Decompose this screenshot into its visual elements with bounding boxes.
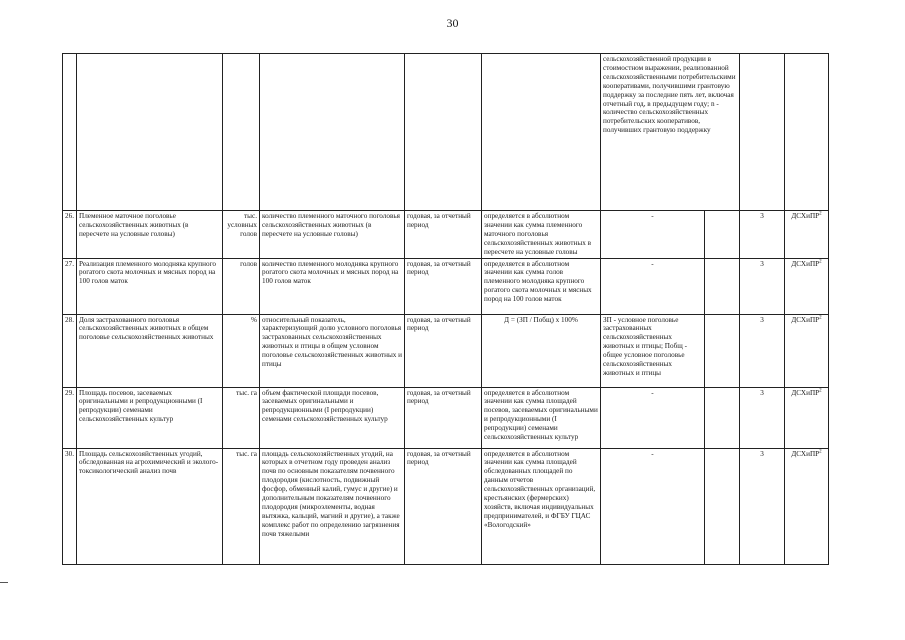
- cell-source-text: ДСХиПР: [791, 212, 820, 220]
- cell-period-text: годовая, за отчетный период: [407, 259, 471, 277]
- cell-source-text: ДСХиПР: [791, 315, 820, 324]
- cell-num-text: 29.: [65, 388, 74, 397]
- cell-notes: [705, 258, 740, 314]
- table-row: [63, 258, 829, 314]
- cell-num: [63, 448, 77, 564]
- cell-definition: [260, 258, 405, 314]
- margin-mark: [0, 582, 8, 583]
- cell-method: [482, 314, 601, 387]
- source-footnote-mark: 2: [819, 388, 822, 394]
- cell-period: [405, 448, 482, 564]
- cell-num: [63, 211, 77, 259]
- cell-unit: [223, 448, 260, 564]
- table-row: [63, 211, 829, 259]
- cell-code: [740, 211, 785, 259]
- cell-unit: [223, 387, 260, 448]
- cell-code-text: 3: [760, 388, 764, 397]
- cell-definition: [260, 211, 405, 259]
- cell-period-text: годовая, за отчетный период: [407, 315, 471, 333]
- cell-code-text: 3: [760, 315, 764, 324]
- cell-num: [63, 314, 77, 387]
- cell-period: [405, 211, 482, 259]
- cell-code-text: 3: [760, 259, 764, 268]
- cell-name: [77, 448, 223, 564]
- cell-period-text: годовая, за отчетный период: [407, 388, 471, 406]
- cell-code-text: 3: [760, 449, 764, 458]
- cell-period: [405, 54, 482, 211]
- cell-source: [785, 314, 829, 387]
- cell-definition-text: площадь сельскохозяйственных угодий, на которых в отчетном году проведен анализ почв по основным показателям почвенного плодородия (кислотность, подвижный фосфор, обменный калий, гумус и другие) и дополнительным показателям почвенного плодородия (микроэлементы, водная вытяжка, кальций, магний и другие), а также комплекс работ по определению загрязнения почв тяжелыми: [262, 449, 400, 538]
- cell-method-text: определяется в абсолютном значении как сумма племенного маточного поголовья сельскохозяйственных животных в пересчете на условные головы: [484, 212, 592, 256]
- cell-method-text: определяется в абсолютном значении как сумма голов племенного молодняка крупного рогатого скота молочных и мясных пород на 100 голов маток: [484, 259, 592, 304]
- cell-name: [77, 258, 223, 314]
- cell-name-text: Реализация племенного молодняка крупного рогатого скота молочных и мясных пород на 100 голов маток: [79, 259, 216, 286]
- cell-num: [63, 258, 77, 314]
- cell-code: [740, 314, 785, 387]
- cell-period: [405, 314, 482, 387]
- cell-code: [740, 258, 785, 314]
- cell-notes: [705, 314, 740, 387]
- cell-name: [77, 211, 223, 259]
- cell-source-text: ДСХиПР: [791, 449, 820, 458]
- cell-code-text: 3: [760, 212, 764, 220]
- cell-formula-text: -: [651, 259, 654, 268]
- cell-period-text: годовая, за отчетный период: [407, 449, 471, 467]
- cell-source: [785, 54, 829, 211]
- cell-formula-text: -: [651, 212, 654, 220]
- cell-notes: [705, 448, 740, 564]
- cell-definition: [260, 314, 405, 387]
- cell-unit: [223, 211, 260, 259]
- cell-definition-text: количество племенного молодняка крупного рогатого скота молочных и мясных пород на 100 голов маток: [262, 259, 399, 286]
- cell-method: [482, 448, 601, 564]
- cell-num-text: 30.: [65, 449, 74, 458]
- cell-num-text: 26.: [65, 212, 74, 220]
- table-row: [63, 448, 829, 564]
- cell-source: [785, 211, 829, 259]
- cell-period: [405, 387, 482, 448]
- cell-method: [482, 211, 601, 259]
- cell-formula: [601, 211, 705, 259]
- cell-name: [77, 387, 223, 448]
- cell-name-text: Площадь сельскохозяйственных угодий, обследованная на агрохимический и эколого-токсикологический анализ почв: [79, 449, 219, 476]
- cell-source: [785, 387, 829, 448]
- cell-formula: [601, 387, 705, 448]
- cell-unit: [223, 258, 260, 314]
- cell-source-text: ДСХиПР: [791, 259, 820, 268]
- cell-code: [740, 54, 785, 211]
- cell-unit-text: тыс. условных голов: [227, 212, 257, 238]
- cell-method: [482, 54, 601, 211]
- page-number: 30: [446, 16, 459, 30]
- cell-formula: [601, 314, 705, 387]
- cell-source: [785, 258, 829, 314]
- cell-code: [740, 387, 785, 448]
- cell-definition-text: объем фактической площади посевов, засеваемых оригинальными и репродукционными (I репродукции) семенами сельскохозяйственных культур: [262, 388, 388, 424]
- cell-unit: [223, 54, 260, 211]
- indicators-table: [62, 53, 829, 565]
- cell-notes: [705, 387, 740, 448]
- cell-name: [77, 54, 223, 211]
- cell-formula: [601, 448, 705, 564]
- cell-name-text: Площадь посевов, засеваемых оригинальными и репродукционными (I репродукции) семенами сельскохозяйственных культур: [79, 388, 203, 424]
- table-row-continuation: [63, 54, 829, 211]
- cell-formula: [601, 258, 705, 314]
- cell-definition: [260, 387, 405, 448]
- cell-notes: [705, 211, 740, 259]
- cell-formula-text: -: [651, 449, 654, 458]
- cell-definition-text: относительный показатель, характеризующий долю условного поголовья застрахованных сельскохозяйственных животных и птицы в общем условном поголовье сельскохозяйственных животных и птицы: [262, 315, 403, 369]
- source-footnote-mark: 2: [819, 259, 822, 265]
- cell-num-text: 27.: [65, 259, 74, 268]
- cell-formula-text: -: [651, 388, 654, 397]
- cell-source: [785, 448, 829, 564]
- table-row: [63, 387, 829, 448]
- cell-formula-continuation: сельскохозяйственной продукции в стоимостном выражении, реализованной сельскохозяйственными потребительскими кооперативами, получившими грантовую поддержку за последние пять лет, включая отчетный год, в предыдущем году; n - количество сельскохозяйственных потребительских кооперативов, получивших грантовую поддержку: [601, 54, 740, 211]
- source-footnote-mark: 2: [819, 449, 822, 455]
- cell-unit-text: %: [251, 315, 257, 324]
- source-footnote-mark: 2: [819, 211, 822, 217]
- cell-name-text: Доля застрахованного поголовья сельскохозяйственных животных в общем поголовье сельскохозяйственных животных: [79, 315, 214, 342]
- cell-period: [405, 258, 482, 314]
- cell-num-text: 28.: [65, 315, 74, 324]
- cell-method-text: Д = (ЗП / Побщ) x 100%: [504, 315, 578, 324]
- cell-num: [63, 54, 77, 211]
- cell-method-text: определяется в абсолютном значении как сумма площадей обследованных площадей по данным отчетов сельскохозяйственных организаций, крестьянских (фермерских) хозяйств, включая индивидуальных предпринимателей, и ФГБУ ГЦАС «Вологодский»: [484, 449, 596, 529]
- cell-name: [77, 314, 223, 387]
- cell-name-text: Племенное маточное поголовье сельскохозяйственных животных (в пересчете на условные головы): [79, 212, 189, 238]
- cell-num: [63, 387, 77, 448]
- cell-method: [482, 387, 601, 448]
- cell-code: [740, 448, 785, 564]
- cell-method: [482, 258, 601, 314]
- cell-method-text: определяется в абсолютном значении как сумма площадей посевов, засеваемых оригинальными и репродукционными (I репродукции) семенами сельскохозяйственных культур: [484, 388, 598, 442]
- cell-formula-text: ЗП - условное поголовье застрахованных сельскохозяйственных животных и птицы; Побщ - общее условное поголовье сельскохозяйственных животных и птицы: [603, 315, 687, 377]
- table-row: [63, 314, 829, 387]
- cell-source-text: ДСХиПР: [791, 388, 820, 397]
- source-footnote-mark: 2: [819, 315, 822, 321]
- cell-unit-text: тыс. га: [236, 449, 257, 458]
- cell-unit-text: голов: [240, 259, 257, 268]
- cell-period-text: годовая, за отчетный период: [407, 212, 471, 229]
- cell-definition: [260, 54, 405, 211]
- cell-unit-text: тыс. га: [236, 388, 257, 397]
- cell-unit: [223, 314, 260, 387]
- cell-definition-text: количество племенного маточного поголовья сельскохозяйственных животных (в пересчете на условные головы): [262, 212, 400, 238]
- cell-definition: [260, 448, 405, 564]
